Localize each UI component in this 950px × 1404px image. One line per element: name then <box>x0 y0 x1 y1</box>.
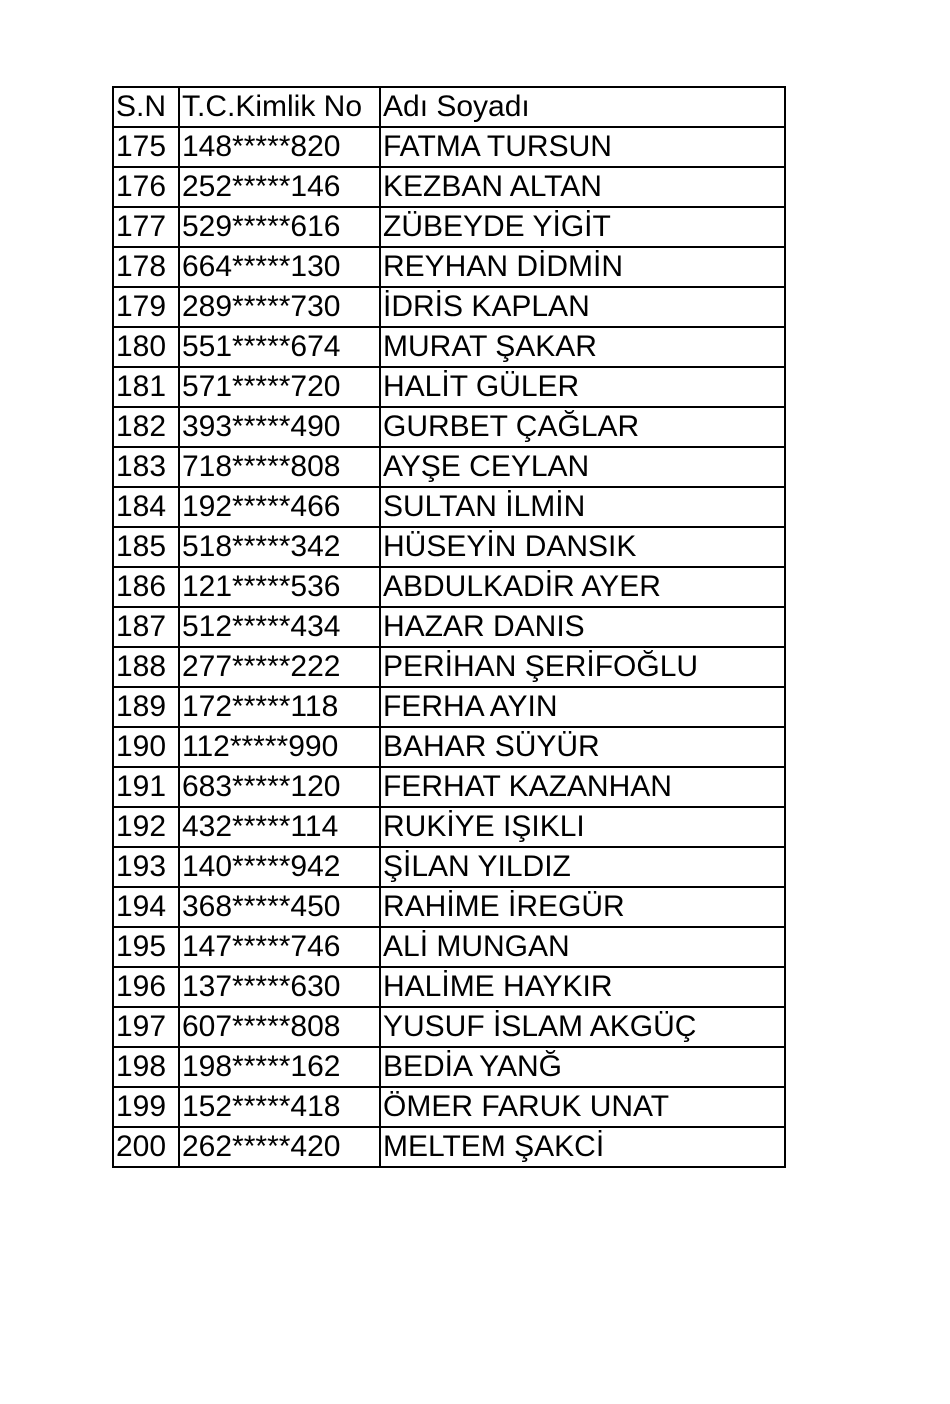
cell-adi-soyadi: ŞİLAN YILDIZ <box>380 847 785 887</box>
cell-adi-soyadi: İDRİS KAPLAN <box>380 287 785 327</box>
cell-tc-kimlik-no: 152*****418 <box>179 1087 380 1127</box>
table-row <box>113 1007 785 1047</box>
cell-tc-kimlik-no: 683*****120 <box>179 767 380 807</box>
header-row <box>113 87 785 127</box>
cell-tc-kimlik-no: 112*****990 <box>179 727 380 767</box>
table-row <box>113 447 785 487</box>
cell-tc-kimlik-no: 252*****146 <box>179 167 380 207</box>
cell-sn: 185 <box>113 527 179 567</box>
cell-sn: 196 <box>113 967 179 1007</box>
header-sn: S.N <box>113 87 179 127</box>
cell-adi-soyadi: BAHAR SÜYÜR <box>380 727 785 767</box>
cell-adi-soyadi: MELTEM ŞAKCİ <box>380 1127 785 1167</box>
table-row <box>113 967 785 1007</box>
cell-adi-soyadi: RAHİME İREGÜR <box>380 887 785 927</box>
cell-adi-soyadi: HAZAR DANIS <box>380 607 785 647</box>
cell-adi-soyadi: KEZBAN ALTAN <box>380 167 785 207</box>
cell-tc-kimlik-no: 607*****808 <box>179 1007 380 1047</box>
header-adi-soyadi: Adı Soyadı <box>380 87 785 127</box>
cell-sn: 197 <box>113 1007 179 1047</box>
cell-sn: 198 <box>113 1047 179 1087</box>
cell-adi-soyadi: FERHAT KAZANHAN <box>380 767 785 807</box>
cell-sn: 191 <box>113 767 179 807</box>
cell-tc-kimlik-no: 551*****674 <box>179 327 380 367</box>
header-tc-kimlik-no: T.C.Kimlik No <box>179 87 380 127</box>
table-row <box>113 807 785 847</box>
table-row <box>113 567 785 607</box>
cell-tc-kimlik-no: 368*****450 <box>179 887 380 927</box>
cell-sn: 186 <box>113 567 179 607</box>
cell-sn: 184 <box>113 487 179 527</box>
cell-sn: 192 <box>113 807 179 847</box>
cell-sn: 177 <box>113 207 179 247</box>
table-row <box>113 127 785 167</box>
cell-tc-kimlik-no: 432*****114 <box>179 807 380 847</box>
cell-adi-soyadi: FATMA TURSUN <box>380 127 785 167</box>
table-header <box>113 87 785 127</box>
cell-adi-soyadi: RUKİYE IŞIKLI <box>380 807 785 847</box>
table-row <box>113 327 785 367</box>
cell-sn: 193 <box>113 847 179 887</box>
cell-adi-soyadi: SULTAN İLMİN <box>380 487 785 527</box>
table-row <box>113 527 785 567</box>
cell-tc-kimlik-no: 512*****434 <box>179 607 380 647</box>
cell-sn: 190 <box>113 727 179 767</box>
table-row <box>113 367 785 407</box>
table-row <box>113 1127 785 1167</box>
cell-tc-kimlik-no: 137*****630 <box>179 967 380 1007</box>
cell-adi-soyadi: ÖMER FARUK UNAT <box>380 1087 785 1127</box>
cell-sn: 175 <box>113 127 179 167</box>
cell-adi-soyadi: GURBET ÇAĞLAR <box>380 407 785 447</box>
table-body <box>113 127 785 1167</box>
cell-adi-soyadi: HALİME HAYKIR <box>380 967 785 1007</box>
cell-sn: 200 <box>113 1127 179 1167</box>
table-row <box>113 1047 785 1087</box>
cell-adi-soyadi: ALİ MUNGAN <box>380 927 785 967</box>
cell-sn: 182 <box>113 407 179 447</box>
cell-adi-soyadi: HÜSEYİN DANSIK <box>380 527 785 567</box>
cell-adi-soyadi: FERHA AYIN <box>380 687 785 727</box>
cell-sn: 188 <box>113 647 179 687</box>
cell-tc-kimlik-no: 518*****342 <box>179 527 380 567</box>
cell-adi-soyadi: HALİT GÜLER <box>380 367 785 407</box>
cell-adi-soyadi: AYŞE CEYLAN <box>380 447 785 487</box>
cell-tc-kimlik-no: 393*****490 <box>179 407 380 447</box>
person-list-table <box>112 86 786 1168</box>
cell-adi-soyadi: MURAT ŞAKAR <box>380 327 785 367</box>
cell-tc-kimlik-no: 262*****420 <box>179 1127 380 1167</box>
cell-sn: 187 <box>113 607 179 647</box>
table-row <box>113 727 785 767</box>
cell-sn: 178 <box>113 247 179 287</box>
cell-adi-soyadi: ZÜBEYDE YİGİT <box>380 207 785 247</box>
cell-tc-kimlik-no: 198*****162 <box>179 1047 380 1087</box>
cell-adi-soyadi: BEDİA YANĞ <box>380 1047 785 1087</box>
cell-tc-kimlik-no: 148*****820 <box>179 127 380 167</box>
cell-tc-kimlik-no: 289*****730 <box>179 287 380 327</box>
cell-sn: 199 <box>113 1087 179 1127</box>
cell-sn: 180 <box>113 327 179 367</box>
cell-tc-kimlik-no: 571*****720 <box>179 367 380 407</box>
table-row <box>113 407 785 447</box>
table-row <box>113 247 785 287</box>
table-row <box>113 287 785 327</box>
table-row <box>113 207 785 247</box>
table-row <box>113 487 785 527</box>
cell-sn: 189 <box>113 687 179 727</box>
table-row <box>113 607 785 647</box>
cell-tc-kimlik-no: 192*****466 <box>179 487 380 527</box>
cell-tc-kimlik-no: 121*****536 <box>179 567 380 607</box>
cell-sn: 179 <box>113 287 179 327</box>
cell-tc-kimlik-no: 147*****746 <box>179 927 380 967</box>
cell-tc-kimlik-no: 718*****808 <box>179 447 380 487</box>
table-row <box>113 927 785 967</box>
cell-tc-kimlik-no: 277*****222 <box>179 647 380 687</box>
cell-sn: 195 <box>113 927 179 967</box>
table-row <box>113 887 785 927</box>
cell-sn: 181 <box>113 367 179 407</box>
cell-tc-kimlik-no: 529*****616 <box>179 207 380 247</box>
cell-tc-kimlik-no: 664*****130 <box>179 247 380 287</box>
table-row <box>113 167 785 207</box>
cell-tc-kimlik-no: 140*****942 <box>179 847 380 887</box>
table-row <box>113 1087 785 1127</box>
table-row <box>113 847 785 887</box>
table-row <box>113 647 785 687</box>
cell-sn: 194 <box>113 887 179 927</box>
cell-tc-kimlik-no: 172*****118 <box>179 687 380 727</box>
table-row <box>113 767 785 807</box>
cell-adi-soyadi: YUSUF İSLAM AKGÜÇ <box>380 1007 785 1047</box>
cell-sn: 183 <box>113 447 179 487</box>
cell-adi-soyadi: ABDULKADİR AYER <box>380 567 785 607</box>
table-row <box>113 687 785 727</box>
cell-sn: 176 <box>113 167 179 207</box>
cell-adi-soyadi: REYHAN DİDMİN <box>380 247 785 287</box>
cell-adi-soyadi: PERİHAN ŞERİFOĞLU <box>380 647 785 687</box>
